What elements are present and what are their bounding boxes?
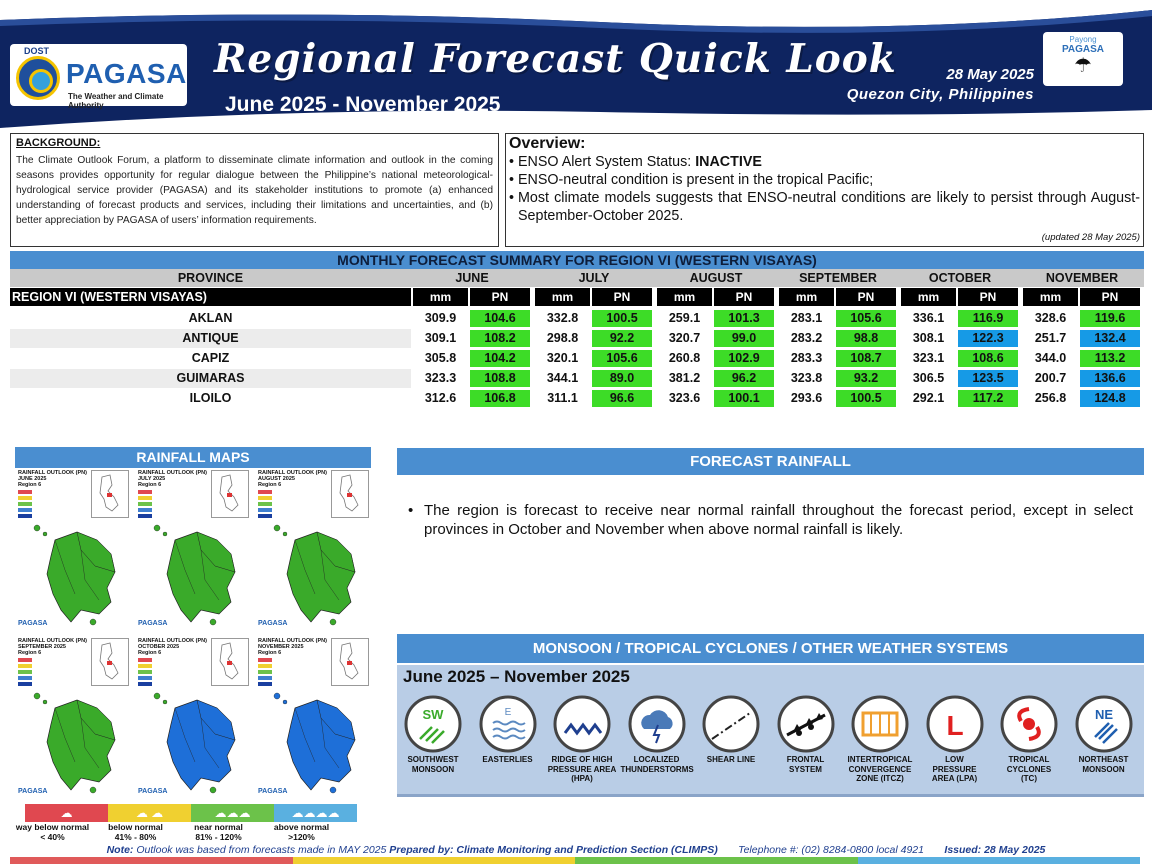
map-month: NOVEMBER 2025 bbox=[258, 644, 304, 650]
map-title-text: RAINFALL OUTLOOK (PN) bbox=[258, 638, 327, 644]
footer-issued: Issued: 28 May 2025 bbox=[944, 844, 1046, 856]
weather-system-label bbox=[621, 755, 693, 774]
mini-pagasa-logo: PAGASA bbox=[258, 788, 288, 795]
table-header bbox=[10, 269, 1144, 287]
month-header: AUGUST bbox=[689, 271, 743, 285]
weather-system-label bbox=[472, 755, 544, 765]
overview-item: • ENSO-neutral condition is present in the tropical Pacific; bbox=[509, 172, 874, 188]
legend-swatch bbox=[18, 496, 32, 500]
percent-normal: 124.8 bbox=[1080, 390, 1140, 407]
legend-label-text: above normal bbox=[273, 822, 330, 832]
pn-header: PN bbox=[1080, 288, 1140, 306]
legend-range: 41% - 80% bbox=[114, 832, 157, 842]
province-name: AKLAN bbox=[188, 311, 233, 325]
shear-line-icon bbox=[702, 695, 760, 753]
map-region: Region 6 bbox=[258, 650, 282, 656]
weather-systems-title: MONSOON / TROPICAL CYCLONES / OTHER WEATHER SYSTEMS bbox=[397, 634, 1144, 663]
map-region: Region 6 bbox=[138, 650, 162, 656]
svg-text:NE: NE bbox=[1094, 707, 1113, 722]
issue-place: Quezon City, Philippines bbox=[846, 86, 1034, 103]
weather-system-item bbox=[770, 695, 842, 774]
rainfall-mm: 308.1 bbox=[912, 331, 945, 345]
weather-system-label-line: MONSOON bbox=[1082, 764, 1125, 774]
forecast-rainfall-title: FORECAST RAINFALL bbox=[397, 448, 1144, 475]
rainfall-mm: 344.1 bbox=[546, 371, 579, 385]
province-name: ILOILO bbox=[189, 391, 232, 405]
logo-dost: DOST bbox=[24, 46, 50, 56]
legend-swatch bbox=[18, 664, 32, 668]
legend-swatch bbox=[18, 490, 32, 494]
rainfall-mm: 305.8 bbox=[424, 351, 457, 365]
rainfall-mm: 323.1 bbox=[912, 351, 945, 365]
map-title-text: RAINFALL OUTLOOK (PN) bbox=[138, 638, 207, 644]
percent-normal: 96.2 bbox=[714, 370, 774, 387]
weather-system-label-line: SOUTHWEST bbox=[407, 755, 459, 764]
weather-system-label-line: MONSOON bbox=[411, 764, 455, 774]
legend-color-block: ☁☁☁☁ bbox=[274, 804, 357, 822]
weather-system-item bbox=[621, 695, 693, 774]
weather-system-label-line: ZONE (ITCZ) bbox=[856, 774, 904, 783]
table-title: MONTHLY FORECAST SUMMARY FOR REGION VI (WESTERN VISAYAS) bbox=[10, 251, 1144, 269]
map-title-text: RAINFALL OUTLOOK (PN) bbox=[138, 470, 207, 476]
map-title-text: RAINFALL OUTLOOK (PN) bbox=[258, 470, 327, 476]
enso-status-value: INACTIVE bbox=[695, 154, 762, 170]
legend-label-text: way below normal bbox=[15, 822, 90, 832]
footer bbox=[0, 844, 1152, 858]
percent-normal: 100.5 bbox=[592, 310, 652, 327]
page-subtitle: June 2025 - November 2025 bbox=[225, 93, 501, 116]
weather-system-label bbox=[695, 755, 767, 765]
rainfall-mm: 323.3 bbox=[424, 371, 457, 385]
percent-normal: 93.2 bbox=[836, 370, 896, 387]
percent-normal: 96.6 bbox=[592, 390, 652, 407]
weather-system-label-line: CYCLONES bbox=[1006, 764, 1052, 774]
table-row bbox=[10, 309, 1144, 328]
frontal-system-icon bbox=[777, 695, 835, 753]
mm-header: mm bbox=[779, 288, 834, 306]
legend-color-block: ☁ bbox=[25, 804, 108, 822]
region-map-shape bbox=[255, 510, 373, 630]
weather-system-label bbox=[919, 755, 991, 784]
weather-system-label-line: LOW bbox=[945, 755, 964, 764]
mm-header: mm bbox=[657, 288, 712, 306]
pn-header: PN bbox=[714, 288, 774, 306]
northeast-monsoon-icon bbox=[1075, 695, 1133, 753]
region-map-shape bbox=[135, 678, 253, 798]
rainfall-mm: 283.2 bbox=[790, 331, 823, 345]
payong-line2: PAGASA bbox=[1061, 44, 1105, 55]
page-title: Regional Forecast Quick Look bbox=[214, 36, 897, 82]
legend-swatch bbox=[138, 502, 152, 506]
umbrella-icon: ☂ bbox=[1074, 55, 1092, 77]
region-map-shape bbox=[255, 678, 373, 798]
mini-pagasa-logo: PAGASA bbox=[258, 620, 288, 627]
percent-normal: 117.2 bbox=[958, 390, 1018, 407]
svg-text:SW: SW bbox=[422, 707, 444, 722]
legend-swatch bbox=[18, 658, 32, 662]
mini-pagasa-logo: PAGASA bbox=[18, 620, 48, 627]
map-title bbox=[138, 470, 207, 488]
thunderstorm-icon bbox=[628, 695, 686, 753]
weather-system-label-line: CONVERGENCE bbox=[848, 764, 912, 774]
weather-system-label-line: TROPICAL bbox=[1008, 755, 1050, 764]
weather-system-label-line: FRONTAL bbox=[786, 755, 825, 764]
weather-system-item bbox=[844, 695, 916, 784]
table-row bbox=[10, 349, 1144, 368]
low-pressure-icon bbox=[926, 695, 984, 753]
region-map-shape bbox=[15, 510, 133, 630]
weather-system-label bbox=[770, 755, 842, 774]
weather-system-item bbox=[993, 695, 1065, 784]
rainfall-map bbox=[15, 636, 133, 801]
footer-note: Outlook was based from forecasts made in MAY 2025 bbox=[133, 844, 390, 856]
map-title bbox=[138, 638, 207, 656]
region-label: REGION VI (WESTERN VISAYAS) bbox=[10, 288, 411, 306]
rainfall-maps-title: RAINFALL MAPS bbox=[15, 447, 371, 468]
map-title bbox=[258, 470, 327, 488]
percent-normal: 123.5 bbox=[958, 370, 1018, 387]
svg-text:E: E bbox=[504, 707, 511, 718]
table-row bbox=[10, 369, 1144, 388]
rainfall-mm: 309.9 bbox=[424, 311, 457, 325]
percent-normal: 122.3 bbox=[958, 330, 1018, 347]
overview-item: • Most climate models suggests that ENSO-neutral conditions are likely to persist through August-September-October 2025. bbox=[509, 190, 1140, 224]
mini-pagasa-logo: PAGASA bbox=[18, 788, 48, 795]
rainfall-mm: 320.1 bbox=[546, 351, 579, 365]
legend-color-block: ☁ ☁ bbox=[108, 804, 191, 822]
rainfall-mm: 312.6 bbox=[424, 391, 457, 405]
map-region: Region 6 bbox=[18, 650, 42, 656]
weather-system-label-line: EASTERLIES bbox=[482, 755, 533, 764]
rainfall-maps-grid bbox=[15, 468, 371, 803]
weather-system-label-line: (TC) bbox=[1021, 774, 1037, 783]
percent-normal: 116.9 bbox=[958, 310, 1018, 327]
rainfall-map bbox=[135, 636, 253, 801]
map-month: OCTOBER 2025 bbox=[138, 644, 180, 650]
map-month: JULY 2025 bbox=[138, 476, 166, 482]
legend-swatch bbox=[258, 664, 272, 668]
percent-normal: 102.9 bbox=[714, 350, 774, 367]
legend-range: 81% - 120% bbox=[195, 832, 242, 842]
weather-system-item bbox=[546, 695, 618, 784]
mm-header: mm bbox=[1023, 288, 1078, 306]
weather-system-label-line: AREA (LPA) bbox=[931, 774, 978, 783]
region-map-shape bbox=[135, 510, 253, 630]
rainfall-mm: 328.6 bbox=[1034, 311, 1067, 325]
weather-system-item bbox=[1068, 695, 1140, 774]
legend-label-text: near normal bbox=[194, 822, 243, 832]
percent-normal: 105.6 bbox=[592, 350, 652, 367]
weather-system-label-line: THUNDERSTORMS bbox=[620, 764, 694, 774]
footer-note-label: Note: bbox=[106, 844, 134, 856]
map-title bbox=[18, 470, 87, 488]
weather-systems-period: June 2025 – November 2025 bbox=[403, 667, 630, 686]
percent-normal: 108.6 bbox=[958, 350, 1018, 367]
weather-system-label bbox=[1068, 755, 1140, 774]
legend-label bbox=[10, 822, 95, 842]
svg-text:L: L bbox=[945, 710, 964, 741]
rainfall-mm: 306.5 bbox=[912, 371, 945, 385]
weather-system-label-line: PRESSURE bbox=[932, 764, 977, 774]
rainfall-mm: 256.8 bbox=[1034, 391, 1067, 405]
high-pressure-icon bbox=[553, 695, 611, 753]
rainfall-mm: 283.3 bbox=[790, 351, 823, 365]
weather-system-label bbox=[397, 755, 469, 774]
province-name: ANTIQUE bbox=[10, 329, 411, 348]
table-row bbox=[10, 329, 1144, 348]
percent-normal: 119.6 bbox=[1080, 310, 1140, 327]
footer-bar-blue bbox=[858, 857, 1141, 864]
pn-header: PN bbox=[470, 288, 530, 306]
weather-system-item bbox=[397, 695, 469, 774]
forecast-rainfall-body: The region is forecast to receive near normal rainfall throughout the forecast period, except in select provinces in October and November when above normal rainfall is likely. bbox=[424, 502, 1133, 538]
rainfall-mm: 259.1 bbox=[668, 311, 701, 325]
rainfall-map bbox=[15, 468, 133, 633]
rainfall-mm: 283.1 bbox=[790, 311, 823, 325]
rainfall-mm: 251.7 bbox=[1034, 331, 1067, 345]
footer-bar-yellow bbox=[293, 857, 576, 864]
legend-swatch bbox=[18, 502, 32, 506]
map-title-text: RAINFALL OUTLOOK (PN) bbox=[18, 638, 87, 644]
legend-swatch bbox=[138, 670, 152, 674]
footer-bar-red bbox=[10, 857, 293, 864]
rainfall-mm: 311.1 bbox=[547, 391, 578, 405]
percent-normal: 100.1 bbox=[714, 390, 774, 407]
overview-panel bbox=[505, 133, 1144, 247]
percent-normal: 105.6 bbox=[836, 310, 896, 327]
map-title bbox=[18, 638, 87, 656]
footer-color-bar bbox=[10, 857, 1140, 864]
table-subheader bbox=[10, 288, 1144, 306]
rainfall-mm: 332.8 bbox=[546, 311, 579, 325]
mm-header: mm bbox=[535, 288, 590, 306]
legend-swatch bbox=[138, 658, 152, 662]
percent-normal: 104.6 bbox=[470, 310, 530, 327]
rainfall-mm: 293.6 bbox=[790, 391, 823, 405]
map-title-text: RAINFALL OUTLOOK (PN) bbox=[18, 470, 87, 476]
map-title bbox=[258, 638, 327, 656]
weather-system-label-line: NORTHEAST bbox=[1078, 755, 1129, 764]
logo-tagline: The Weather and Climate Authority bbox=[68, 92, 164, 110]
percent-normal: 101.3 bbox=[714, 310, 774, 327]
rainfall-mm: 323.8 bbox=[790, 371, 823, 385]
payong-pagasa-logo bbox=[1043, 32, 1123, 86]
payong-line1: Payong bbox=[1069, 35, 1097, 44]
legend-label bbox=[259, 822, 344, 842]
rainfall-legend bbox=[25, 804, 357, 822]
overview-updated: (updated 28 May 2025) bbox=[1041, 232, 1140, 243]
forecast-rainfall-text: • The region is forecast to receive near normal rainfall throughout the forecast period, except in select provinces in October and November when above normal rainfall is likely. bbox=[408, 502, 1133, 538]
rainfall-map bbox=[255, 636, 373, 801]
percent-normal: 106.8 bbox=[470, 390, 530, 407]
rainfall-mm: 298.8 bbox=[546, 331, 579, 345]
legend-swatch bbox=[258, 496, 272, 500]
legend-swatch bbox=[138, 490, 152, 494]
rainfall-mm: 260.8 bbox=[668, 351, 701, 365]
rainfall-mm: 200.7 bbox=[1034, 371, 1067, 385]
percent-normal: 108.2 bbox=[470, 330, 530, 347]
legend-label bbox=[93, 822, 178, 842]
weather-system-label-line: LOCALIZED bbox=[633, 755, 680, 764]
easterlies-icon bbox=[479, 695, 537, 753]
weather-system-label-line: SHEAR LINE bbox=[706, 755, 756, 764]
percent-normal: 89.0 bbox=[592, 370, 652, 387]
province-name: CAPIZ bbox=[191, 351, 230, 365]
region-map-shape bbox=[15, 678, 133, 798]
map-region: Region 6 bbox=[138, 482, 162, 488]
month-header: SEPTEMBER bbox=[799, 271, 877, 285]
weather-system-label bbox=[546, 755, 618, 784]
legend-swatch bbox=[258, 658, 272, 662]
pagasa-logo bbox=[10, 44, 187, 110]
percent-normal: 136.6 bbox=[1080, 370, 1140, 387]
background-text: The Climate Outlook Forum, a platform to disseminate climate information and outlook in the coming seasons provides opportunity for regular dialogue between the Philippine’s national meteorological-hydrological service provider (PAGASA) and its stakeholder institutions to promote (a) enhanced understanding of forecast products and services, including their limitations and uncertainties, and (b) better appreciation by PAGASA of users’ information requirements. bbox=[16, 155, 493, 226]
percent-normal: 104.2 bbox=[470, 350, 530, 367]
weather-systems-panel bbox=[397, 665, 1144, 797]
mm-header: mm bbox=[901, 288, 956, 306]
rainfall-mm: 344.0 bbox=[1034, 351, 1067, 365]
rainfall-map bbox=[135, 468, 253, 633]
legend-range: < 40% bbox=[40, 832, 65, 842]
weather-system-item bbox=[472, 695, 544, 765]
province-header: PROVINCE bbox=[177, 271, 244, 285]
rainfall-mm: 320.7 bbox=[668, 331, 701, 345]
month-header: NOVEMBER bbox=[1045, 271, 1119, 285]
weather-system-label-line: PRESSURE AREA bbox=[547, 764, 617, 774]
map-region: Region 6 bbox=[18, 482, 42, 488]
rainfall-mm: 292.1 bbox=[912, 391, 945, 405]
legend-color-block: ☁☁☁ bbox=[191, 804, 274, 822]
legend-swatch bbox=[258, 490, 272, 494]
pn-header: PN bbox=[592, 288, 652, 306]
enso-status-label: ENSO Alert System Status: bbox=[518, 154, 696, 170]
background-panel bbox=[10, 133, 499, 247]
legend-label-text: below normal bbox=[108, 822, 163, 832]
percent-normal: 92.2 bbox=[592, 330, 652, 347]
legend-range: >120% bbox=[288, 832, 315, 842]
month-header: JUNE bbox=[455, 271, 489, 285]
percent-normal: 100.5 bbox=[836, 390, 896, 407]
southwest-monsoon-icon bbox=[404, 695, 462, 753]
pn-header: PN bbox=[958, 288, 1018, 306]
issue-date: 28 May 2025 bbox=[946, 66, 1034, 83]
legend-swatch bbox=[138, 664, 152, 668]
background-heading: BACKGROUND: bbox=[16, 137, 101, 149]
weather-system-label bbox=[993, 755, 1065, 784]
legend-swatch bbox=[18, 670, 32, 674]
legend-swatch bbox=[258, 670, 272, 674]
table-row bbox=[10, 389, 1144, 408]
weather-system-label bbox=[844, 755, 916, 784]
tropical-cyclone-icon bbox=[1000, 695, 1058, 753]
month-header: JULY bbox=[578, 271, 610, 285]
mm-header: mm bbox=[413, 288, 468, 306]
rainfall-map bbox=[255, 468, 373, 633]
rainfall-mm: 381.2 bbox=[668, 371, 701, 385]
itcz-icon bbox=[851, 695, 909, 753]
percent-normal: 132.4 bbox=[1080, 330, 1140, 347]
weather-system-label-line: SYSTEM bbox=[789, 764, 822, 774]
percent-normal: 98.8 bbox=[836, 330, 896, 347]
pn-header: PN bbox=[836, 288, 896, 306]
percent-normal: 108.7 bbox=[836, 350, 896, 367]
month-header: OCTOBER bbox=[928, 271, 992, 285]
logo-name: PAGASA bbox=[66, 58, 187, 89]
map-month: AUGUST 2025 bbox=[258, 476, 295, 482]
footer-prepared: Prepared by: Climate Monitoring and Prediction Section (CLIMPS) bbox=[389, 844, 718, 856]
percent-normal: 108.8 bbox=[470, 370, 530, 387]
mini-pagasa-logo: PAGASA bbox=[138, 788, 168, 795]
weather-system-label-line: (HPA) bbox=[571, 774, 593, 783]
mini-pagasa-logo: PAGASA bbox=[138, 620, 168, 627]
legend-swatch bbox=[258, 502, 272, 506]
weather-system-label-line: INTERTROPICAL bbox=[847, 755, 913, 764]
map-month: SEPTEMBER 2025 bbox=[18, 644, 66, 650]
legend-label bbox=[176, 822, 261, 842]
overview-item-text: ENSO-neutral condition is present in the tropical Pacific; bbox=[518, 172, 874, 188]
footer-bar-green bbox=[575, 857, 858, 864]
map-month: JUNE 2025 bbox=[18, 476, 47, 482]
header-banner bbox=[0, 0, 1152, 128]
overview-heading: Overview: bbox=[509, 135, 586, 152]
pagasa-seal-icon bbox=[16, 56, 60, 100]
percent-normal: 99.0 bbox=[714, 330, 774, 347]
percent-normal: 113.2 bbox=[1080, 350, 1140, 367]
overview-item-text: Most climate models suggests that ENSO-neutral conditions are likely to persist through August-September-October 2025. bbox=[518, 190, 1140, 224]
rainfall-mm: 336.1 bbox=[912, 311, 945, 325]
province-name: GUIMARAS bbox=[10, 369, 411, 388]
weather-system-item bbox=[695, 695, 767, 765]
overview-item: • ENSO Alert System Status: INACTIVE bbox=[509, 154, 762, 170]
weather-system-label-line: RIDGE OF HIGH bbox=[551, 755, 613, 764]
legend-swatch bbox=[138, 496, 152, 500]
map-region: Region 6 bbox=[258, 482, 282, 488]
footer-telephone: Telephone #: (02) 8284-0800 local 4921 bbox=[738, 844, 924, 856]
weather-system-item bbox=[919, 695, 991, 784]
rainfall-mm: 309.1 bbox=[424, 331, 457, 345]
rainfall-mm: 323.6 bbox=[668, 391, 701, 405]
